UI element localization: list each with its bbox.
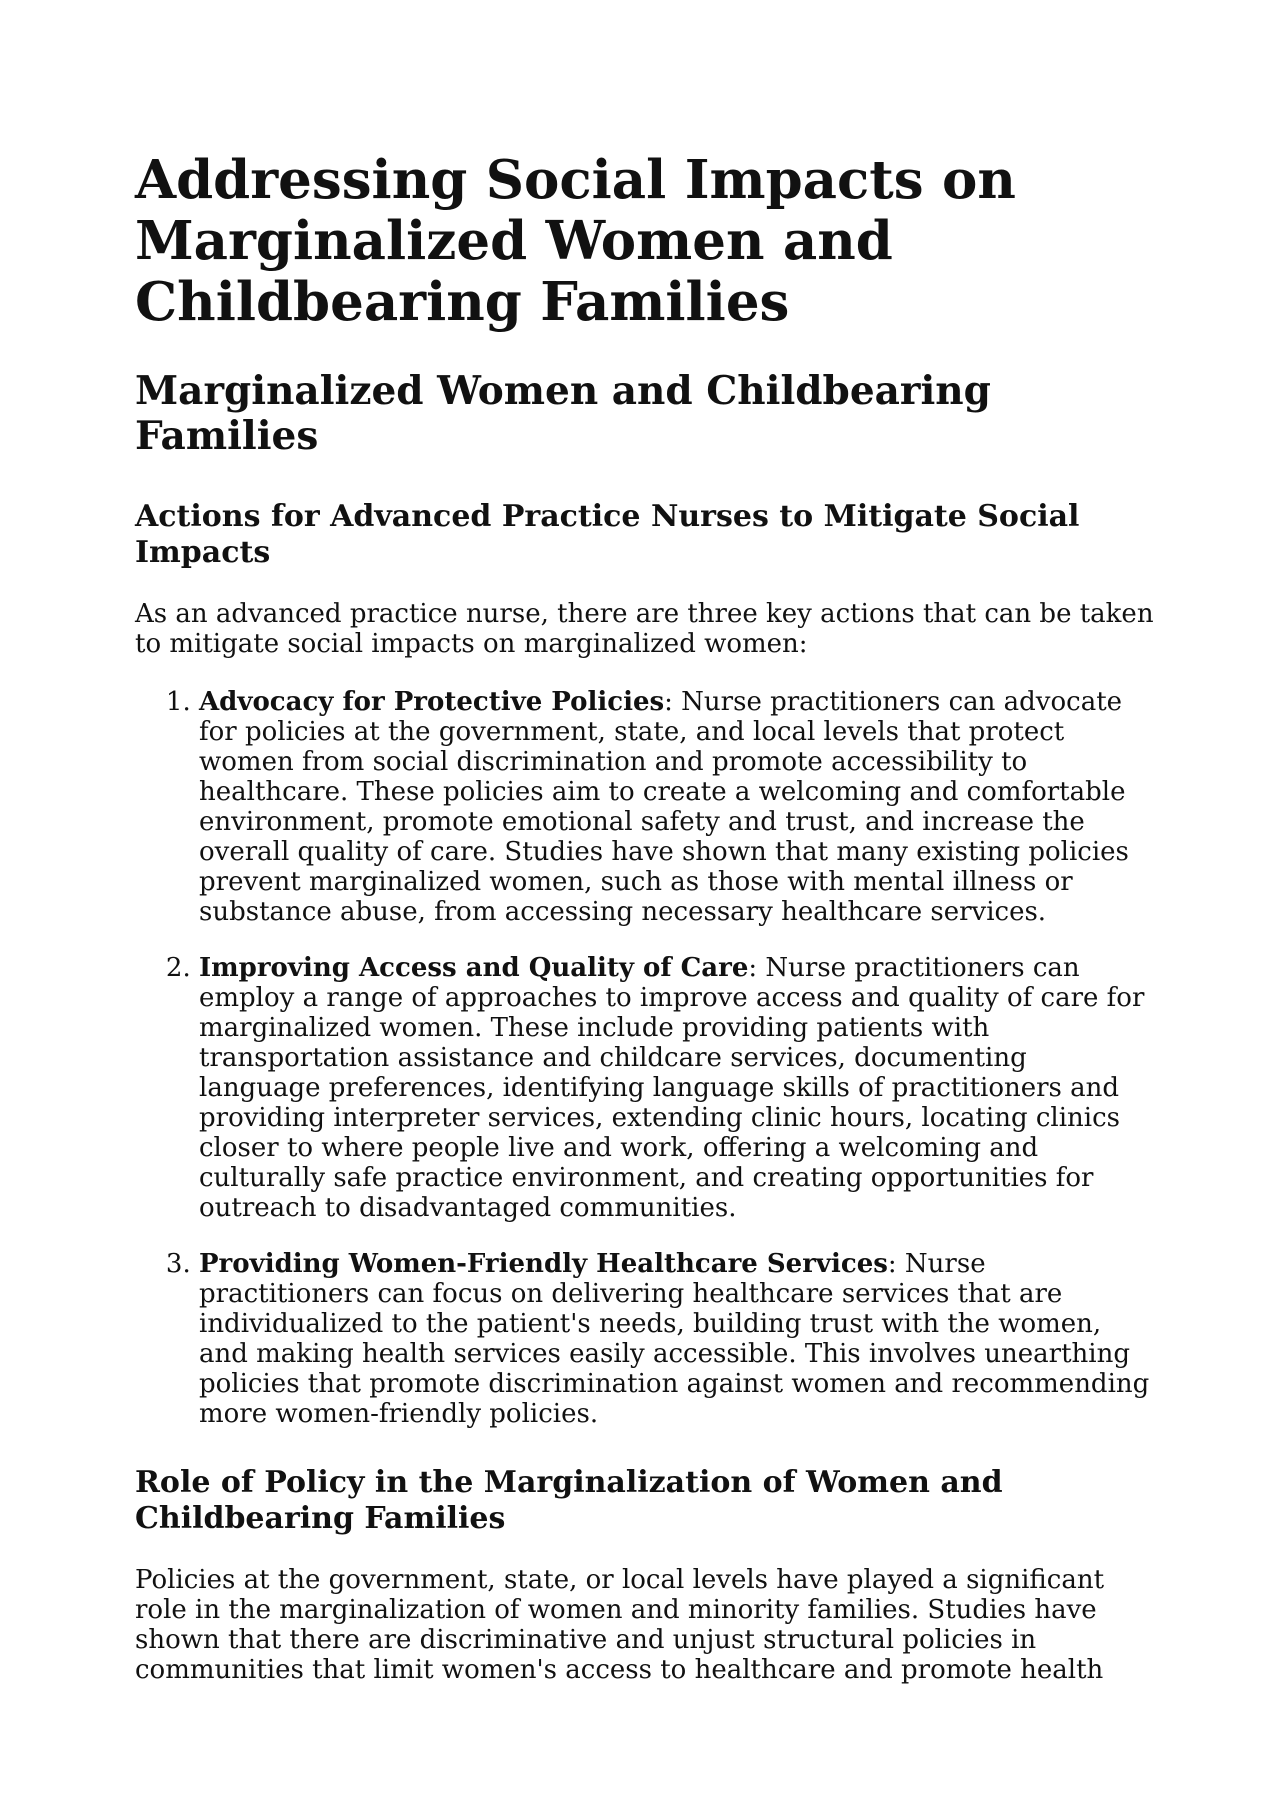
- actions-list: [135, 687, 1155, 1429]
- document-title: Addressing Social Impacts on Marginalized Women and Childbearing Families: [135, 149, 1016, 333]
- list-item-term: Improving Access and Quality of Care: [199, 953, 749, 983]
- list-item-text: : Nurse practitioners can employ a range of approaches to improve access and quality of care for marginalized women. These include providing patients with transportation assistance and childcare services, documenting language preferences, identifying language skills of practitioners and providing interpreter services, extending clinic hours, locating clinics closer to where people live and work, offering a welcoming and culturally safe practice environment, and creating opportunities for outreach to disadvantaged communities.: [199, 953, 1145, 1223]
- subsection-heading-actions: Actions for Advanced Practice Nurses to Mitigate Social Impacts: [135, 499, 1080, 570]
- intro-paragraph: As an advanced practice nurse, there are three key actions that can be taken to mitigate social impacts on marginalized women:: [135, 599, 1154, 659]
- list-item-text: : Nurse practitioners can focus on delivering healthcare services that are individualized to the patient's needs, building trust with the women, and making health services easily accessible. This involves unearthing policies that promote discrimination against women and recommending more women-friendly policies.: [199, 1249, 1150, 1429]
- list-item: [199, 687, 1155, 927]
- list-item-text: : Nurse practitioners can advocate for policies at the government, state, and local levels that protect women from social discrimination and promote accessibility to healthcare. These policies aim to create a welcoming and comfortable environment, promote emotional safety and trust, and increase the overall quality of care. Studies have shown that many existing policies prevent marginalized women, such as those with mental illness or substance abuse, from accessing necessary healthcare services.: [199, 687, 1129, 927]
- list-item-term: Advocacy for Protective Policies: [199, 687, 665, 717]
- policy-paragraph: Policies at the government, state, or local levels have played a significant role in the marginalization of women and minority families. Studies have shown that there are discriminative and unjust structural policies in communities that limit women's access to healthcare and promote health: [135, 1565, 1105, 1685]
- list-item-term: Providing Women-Friendly Healthcare Services: [199, 1249, 888, 1279]
- document-page: [135, 150, 1155, 1713]
- subsection-heading-policy: Role of Policy in the Marginalization of Women and Childbearing Families: [135, 1465, 1003, 1536]
- section-heading: Marginalized Women and Childbearing Families: [135, 368, 991, 459]
- list-item: [199, 953, 1155, 1223]
- list-item: [199, 1249, 1155, 1429]
